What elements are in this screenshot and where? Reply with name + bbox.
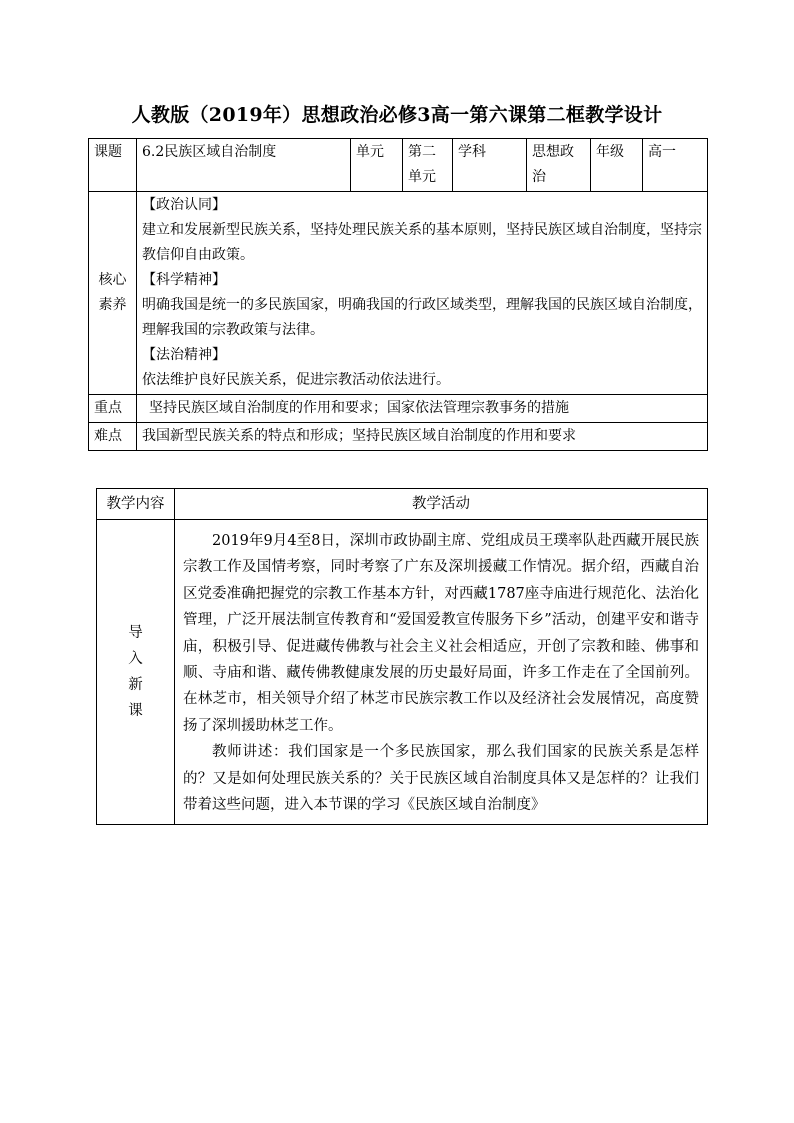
key-point-label: 重点: [89, 395, 137, 423]
table-row: [89, 395, 708, 423]
section-label-char: 课: [128, 703, 143, 720]
unit-label: 单元: [351, 139, 403, 192]
topic-value: 6.2民族区域自治制度: [137, 139, 351, 192]
section-text: 依法维护良好民族关系，促进宗教活动依法进行。: [142, 372, 450, 388]
course-info-table: [88, 138, 708, 451]
section-text: 建立和发展新型民族关系，坚持处理民族关系的基本原则，坚持民族区域自治制度，坚持宗教信仰自由政策。: [142, 222, 702, 263]
unit-value: 第二单元: [403, 139, 453, 192]
table-row: [89, 139, 708, 192]
subject-label: 学科: [453, 139, 527, 192]
document-title: 人教版（2019年）思想政治必修3高一第六课第二框教学设计: [131, 104, 663, 126]
difficult-point-label: 难点: [89, 423, 137, 451]
section-heading: 【科学精神】: [142, 272, 226, 288]
table-row: [97, 520, 708, 825]
header-teaching-activity: 教学活动: [175, 489, 708, 520]
section-label-intro: [97, 520, 175, 825]
table-row: [89, 423, 708, 451]
activity-content: [175, 520, 708, 825]
activity-paragraph: 2019年9月4至8日，深圳市政协副主席、党组成员王璞率队赴西藏开展民族宗教工作及国情考察，同时考察了广东及深圳援藏工作情况。据介绍，西藏自治区党委准确把握党的宗教工作基本方针，对西藏1787座寺庙进行规范化、法治化管理，广泛开展法制宣传教育和“爱国爱教宣传服务下乡”活动，创建平安和谐寺庙，积极引导、促进藏传佛教与社会主义社会相适应，开创了宗教和睦、佛事和顺、寺庙和谐、藏传佛教健康发展的历史最好局面，许多工作走在了全国前列。在林芝市，相关领导介绍了林芝市民族宗教工作以及经济社会发展情况，高度赞扬了深圳援助林芝工作。: [183, 533, 699, 734]
topic-label: 课题: [89, 139, 137, 192]
subject-value: 思想政治: [527, 139, 591, 192]
key-point-value: 坚持民族区域自治制度的作用和要求；国家依法管理宗教事务的措施: [137, 395, 708, 423]
section-label-char: 入: [128, 651, 143, 668]
section-heading: 【法治精神】: [142, 347, 226, 363]
grade-label: 年级: [591, 139, 643, 192]
teaching-activity-table: [96, 488, 708, 825]
core-literacy-label: 核心素养: [89, 192, 137, 395]
grade-value: 高一: [643, 139, 708, 192]
section-heading: 【政治认同】: [142, 197, 226, 213]
core-literacy-content: [137, 192, 708, 395]
section-label-char: 新: [128, 677, 143, 694]
difficult-point-value: 我国新型民族关系的特点和形成；坚持民族区域自治制度的作用和要求: [137, 423, 708, 451]
table-row: [97, 489, 708, 520]
section-label-char: 导: [128, 625, 143, 642]
section-text: 明确我国是统一的多民族国家，明确我国的行政区域类型，理解我国的民族区域自治制度，理解我国的宗教政策与法律。: [142, 297, 702, 338]
header-teaching-content: 教学内容: [97, 489, 175, 520]
table-row: [89, 192, 708, 395]
activity-paragraph: 教师讲述：我们国家是一个多民族国家，那么我们国家的民族关系是怎样的？又是如何处理民族关系的？关于民族区域自治制度具体又是怎样的？让我们带着这些问题，进入本节课的学习《民族区域自治制度》: [183, 744, 699, 814]
